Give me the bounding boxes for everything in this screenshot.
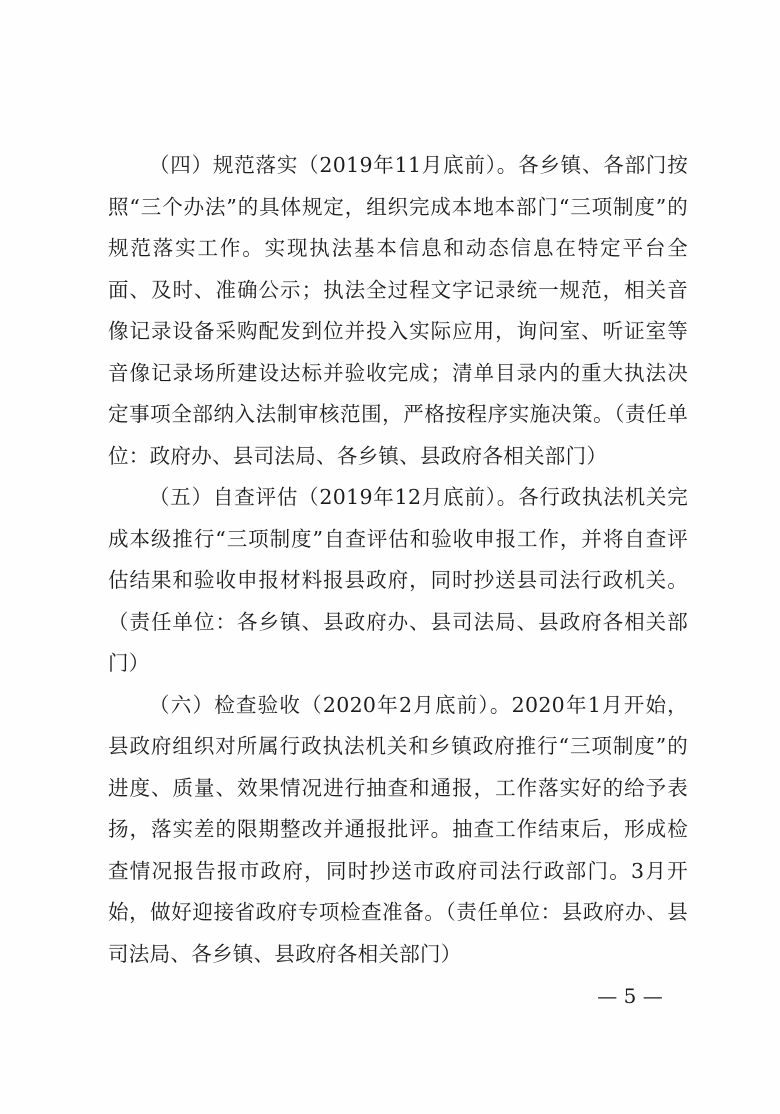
paragraph-section-6: （六）检查验收（2020年2月底前）。2020年1月开始，县政府组织对所属行政执法机关和乡镇政府推行“三项制度”的进度、质量、效果情况进行抽查和通报，工作落实好的给予表扬，落实差的限期整改并通报批评。抽查工作结束后，形成检查情况报告报市政府，同时抄送市政府司法行政部门。3月开始，做好迎接省政府专项检查准备。（责任单位：县政府办、县司法局、各乡镇、县政府各相关部门）	[108, 692, 688, 966]
paragraph-section-4: （四）规范落实（2019年11月底前）。各乡镇、各部门按照“三个办法”的具体规定，组织完成本地本部门“三项制度”的规范落实工作。实现执法基本信息和动态信息在特定平台全面、及时、准确公示；执法全过程文字记录统一规范，相关音像记录设备采购配发到位并投入实际应用，询问室、听证室等音像记录场所建设达标并验收完成；清单目录内的重大执法决定事项全部纳入法制审核范围，严格按程序实施决策。（责任单位：政府办、县司法局、各乡镇、县政府各相关部门）	[108, 153, 688, 468]
page-number: — 5 —	[597, 984, 663, 1008]
document-body	[108, 145, 688, 975]
paragraph-section-5: （五）自查评估（2019年12月底前）。各行政执法机关完成本级推行“三项制度”自查评估和验收申报工作，并将自查评估结果和验收申报材料报县政府，同时抄送县司法行政机关。（责任单位：各乡镇、县政府办、县司法局、县政府各相关部门）	[108, 485, 688, 675]
